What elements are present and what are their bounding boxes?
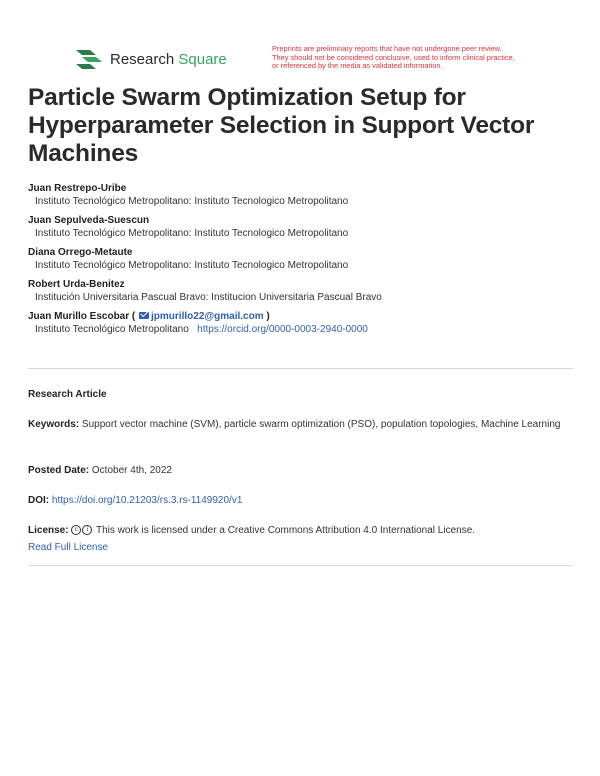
- research-square-logo[interactable]: [74, 46, 227, 72]
- license: [28, 522, 573, 556]
- paper-title: Particle Swarm Optimization Setup for Hyperparameter Selection in Support Vector Machines: [28, 84, 535, 167]
- doi-label: DOI:: [28, 495, 50, 506]
- author-list: [28, 182, 576, 342]
- posted-date-value: October 4th, 2022: [91, 465, 172, 476]
- author-email: jpmurillo22@gmail.com: [151, 311, 264, 322]
- disclaimer-line: Preprints are preliminary reports that have not undergone peer review.: [272, 44, 502, 53]
- posted-date: [28, 462, 573, 479]
- divider: [28, 368, 573, 369]
- keywords-value: Support vector machine (SVM), particle swarm optimization (PSO), population topologies, Machine Learning: [81, 419, 561, 430]
- author-name[interactable]: Juan Restrepo-Uribe: [28, 183, 127, 194]
- author-affiliation: Institución Universitaria Pascual Bravo: Institucion Universitaria Pascual Bravo: [35, 292, 382, 303]
- author-affiliation: Instituto Tecnológico Metropolitano: Instituto Tecnologico Metropolitano: [35, 228, 349, 239]
- keywords: [28, 416, 573, 433]
- attribution-icon: i: [82, 525, 92, 535]
- doi-link[interactable]: https://doi.org/10.21203/rs.3.rs-1149920/v1: [51, 495, 243, 506]
- read-full-license-link[interactable]: Read Full License: [28, 542, 109, 553]
- preprint-disclaimer: [272, 45, 572, 71]
- logo-text: Research Square: [110, 50, 227, 68]
- disclaimer-line: or referenced by the media as validated information.: [272, 61, 443, 71]
- license-label: License:: [28, 525, 69, 536]
- cc-icon: c: [71, 525, 81, 535]
- corresponding-author: Juan Murillo Escobar ( jpmurillo22@gmail.com ): [28, 311, 270, 322]
- envelope-icon: [139, 312, 149, 319]
- research-square-logo-icon: [74, 46, 104, 72]
- author-affiliation-text: Instituto Tecnológico Metropolitano: [35, 324, 189, 335]
- disclaimer-line: They should not be considered conclusive, used to inform clinical practice,: [272, 52, 515, 62]
- divider: [28, 565, 573, 566]
- license-text: This work is licensed under a Creative Commons Attribution 4.0 International License.: [95, 525, 476, 536]
- doi: [28, 492, 573, 509]
- posted-date-label: Posted Date:: [28, 465, 90, 476]
- orcid-link[interactable]: https://orcid.org/0000-0003-2940-0000: [197, 324, 368, 335]
- author-name[interactable]: Diana Orrego-Metaute: [28, 247, 133, 258]
- keywords-label: Keywords:: [28, 419, 80, 430]
- author-name[interactable]: Robert Urda-Benitez: [28, 279, 125, 290]
- author-name[interactable]: Juan Sepulveda-Suescun: [28, 215, 150, 226]
- author-affiliation: Instituto Tecnológico Metropolitano: Instituto Tecnologico Metropolitano: [35, 196, 349, 207]
- author-affiliation: Instituto Tecnológico Metropolitano: Instituto Tecnologico Metropolitano: [35, 260, 349, 271]
- author-name[interactable]: Juan Murillo Escobar: [28, 311, 130, 322]
- author-affiliation: [28, 318, 576, 342]
- article-type: Research Article: [28, 389, 107, 400]
